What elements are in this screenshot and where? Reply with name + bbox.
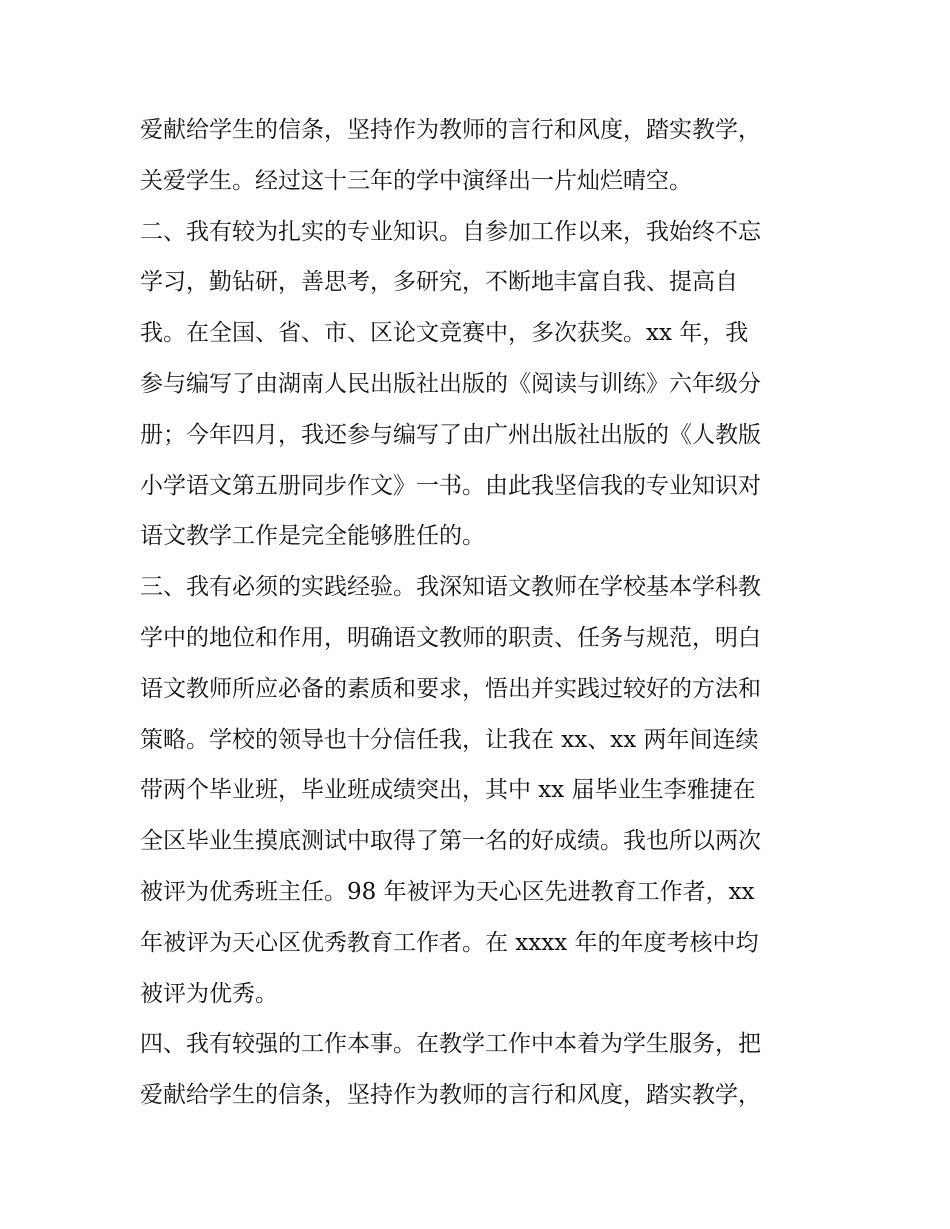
text-line: 四、我有较强的工作本事。在教学工作中本着为学生服务，把 <box>140 1031 761 1058</box>
text-line: 策略。学校的领导也十分信任我，让我在 xx、xx 两年间连续 <box>140 726 759 753</box>
text-line: 二、我有较为扎实的专业知识。自参加工作以来，我始终不忘 <box>140 218 761 245</box>
text-line: 年被评为天心区优秀教育工作者。在 xxxx 年的年度考核中均 <box>140 929 759 956</box>
text-line: 被评为优秀。 <box>140 980 278 1007</box>
text-line: 学中的地位和作用，明确语文教师的职责、任务与规范，明白 <box>140 624 761 651</box>
text-line: 全区毕业生摸底测试中取得了第一名的好成绩。我也所以两次 <box>140 828 761 855</box>
text-line: 语文教学工作是完全能够胜任的。 <box>140 523 485 550</box>
text-line: 小学语文第五册同步作文》一书。由此我坚信我的专业知识对 <box>140 472 761 499</box>
text-line: 参与编写了由湖南人民出版社出版的《阅读与训练》六年级分 <box>140 370 761 397</box>
text-line: 学习，勤钻研，善思考，多研究，不断地丰富自我、提高自 <box>140 269 738 296</box>
text-line: 三、我有必须的实践经验。我深知语文教师在学校基本学科教 <box>140 574 761 601</box>
text-line: 册；今年四月，我还参与编写了由广州出版社出版的《人教版 <box>140 421 761 448</box>
text-line: 爱献给学生的信条，坚持作为教师的言行和风度，踏实教学， <box>140 117 761 143</box>
body-text <box>140 105 830 1121</box>
text-line: 带两个毕业班，毕业班成绩突出，其中 xx 届毕业生李雅捷在 <box>140 777 756 804</box>
text-line: 我。在全国、省、市、区论文竞赛中，多次获奖。xx 年，我 <box>140 320 749 347</box>
text-line: 语文教师所应必备的素质和要求，悟出并实践过较好的方法和 <box>140 675 761 702</box>
text-line: 关爱学生。经过这十三年的学中演绎出一片灿烂晴空。 <box>140 167 692 194</box>
text-line: 爱献给学生的信条，坚持作为教师的言行和风度，踏实教学， <box>140 1082 761 1109</box>
text-line: 被评为优秀班主任。98 年被评为天心区先进教育工作者，xx <box>140 878 755 905</box>
